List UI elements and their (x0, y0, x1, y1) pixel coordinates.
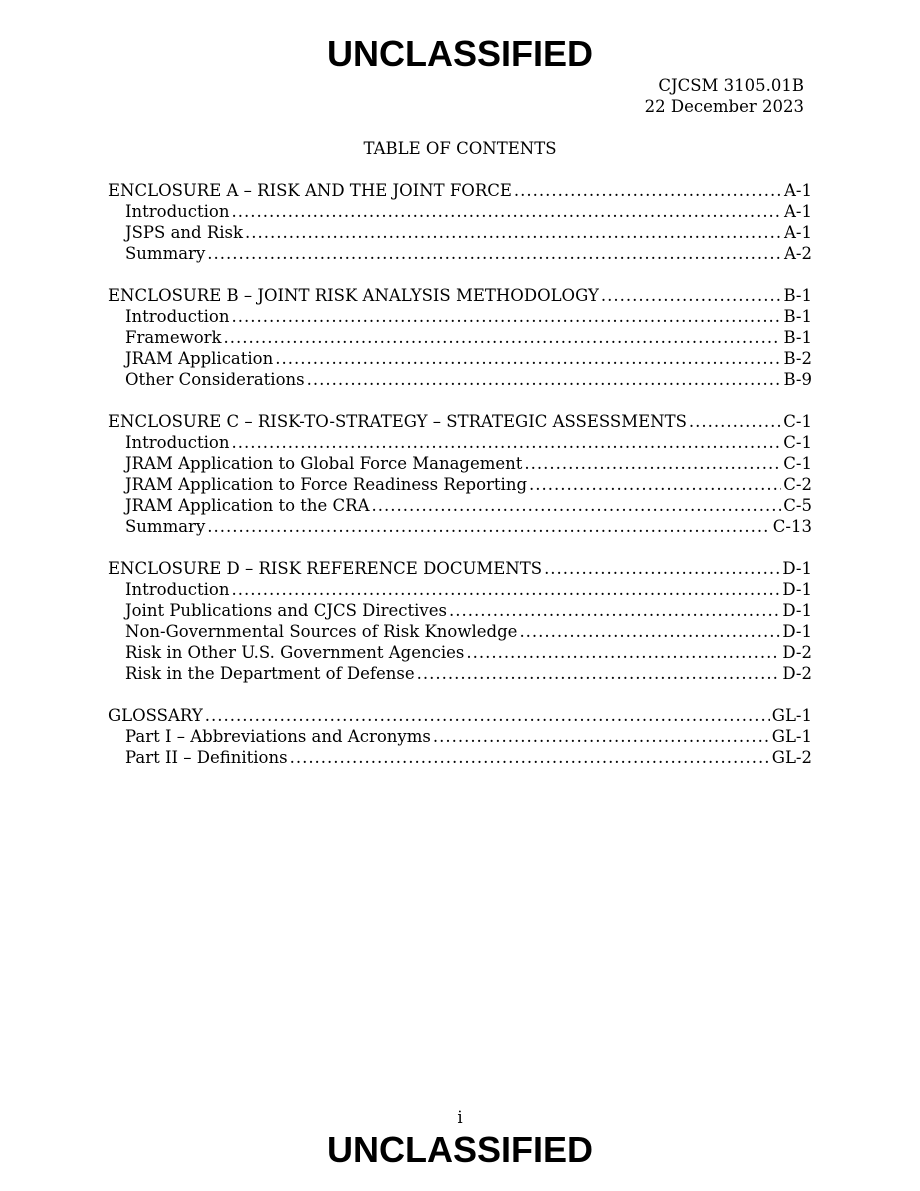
toc-entry-label: ENCLOSURE C – RISK-TO-STRATEGY – STRATEGIC ASSESSMENTS (108, 412, 687, 431)
toc-entry[interactable] (108, 726, 812, 747)
toc-entry-label: Other Considerations (125, 370, 305, 389)
dot-leader (524, 453, 781, 474)
toc-section (108, 180, 812, 264)
toc-entry-page: C-2 (783, 475, 812, 494)
toc-entry-page: C-1 (783, 412, 812, 431)
toc-entry-label: JSPS and Risk (125, 223, 244, 242)
dot-leader (372, 495, 782, 516)
toc-entry[interactable] (108, 579, 812, 600)
toc-entry-page: B-1 (783, 307, 812, 326)
toc-entry[interactable] (108, 306, 812, 327)
toc-entry-label: Joint Publications and CJCS Directives (125, 601, 447, 620)
toc-entry-page: B-2 (783, 349, 812, 368)
toc-entry[interactable] (108, 222, 812, 243)
toc-entry-page: B-1 (783, 286, 812, 305)
toc-entry-page: GL-2 (771, 748, 812, 767)
toc-entry-label: ENCLOSURE A – RISK AND THE JOINT FORCE (108, 181, 512, 200)
toc-section (108, 411, 812, 537)
toc-entry-page: D-2 (782, 643, 812, 662)
toc-entry-label: JRAM Application (125, 349, 274, 368)
toc-section (108, 705, 812, 768)
toc-entry-page: A-2 (784, 244, 812, 263)
toc-section-heading[interactable] (108, 180, 812, 201)
document-identifier (645, 75, 804, 117)
toc-entry-label: ENCLOSURE B – JOINT RISK ANALYSIS METHODOLOGY (108, 286, 599, 305)
toc-entry-label: Introduction (125, 580, 230, 599)
toc-entry-label: Introduction (125, 307, 230, 326)
toc-section-heading[interactable] (108, 411, 812, 432)
dot-leader (290, 747, 770, 768)
toc-entry-page: B-1 (783, 328, 812, 347)
toc-entry[interactable] (108, 747, 812, 768)
dot-leader (519, 621, 780, 642)
toc-section-heading[interactable] (108, 285, 812, 306)
dot-leader (433, 726, 770, 747)
toc-title: TABLE OF CONTENTS (363, 139, 557, 158)
dot-leader (232, 579, 781, 600)
toc-entry[interactable] (108, 474, 812, 495)
document-number: CJCSM 3105.01B (658, 76, 804, 95)
dot-leader (466, 642, 780, 663)
dot-leader (275, 348, 781, 369)
toc-entry-label: JRAM Application to Force Readiness Reporting (125, 475, 528, 494)
toc-section (108, 558, 812, 684)
toc-entry-label: Introduction (125, 433, 230, 452)
dot-leader (514, 180, 782, 201)
toc-entry-page: C-5 (783, 496, 812, 515)
toc-entry[interactable] (108, 453, 812, 474)
toc-entry[interactable] (108, 243, 812, 264)
toc-entry-page: D-1 (782, 601, 812, 620)
toc-entry-page: D-1 (782, 580, 812, 599)
dot-leader (307, 369, 782, 390)
toc-entry[interactable] (108, 663, 812, 684)
dot-leader (417, 663, 781, 684)
toc-entry-label: Summary (125, 244, 206, 263)
toc-entry-page: C-1 (783, 433, 812, 452)
toc-entry-label: Risk in the Department of Defense (125, 664, 415, 683)
toc-section-heading[interactable] (108, 558, 812, 579)
toc-entry-label: Part I – Abbreviations and Acronyms (125, 727, 431, 746)
toc-entry-page: D-1 (782, 622, 812, 641)
dot-leader (224, 327, 782, 348)
classification-banner-top: UNCLASSIFIED (326, 33, 593, 74)
toc-entry-label: Introduction (125, 202, 230, 221)
toc-entry-label: ENCLOSURE D – RISK REFERENCE DOCUMENTS (108, 559, 543, 578)
toc-entry[interactable] (108, 432, 812, 453)
dot-leader (601, 285, 782, 306)
toc-entry-label: Framework (125, 328, 222, 347)
toc-entry-label: GLOSSARY (108, 706, 203, 725)
toc-entry-page: C-13 (772, 517, 812, 536)
dot-leader (232, 201, 783, 222)
dot-leader (232, 432, 782, 453)
table-of-contents (108, 180, 812, 789)
toc-entry-label: Part II – Definitions (125, 748, 288, 767)
dot-leader (544, 558, 780, 579)
toc-entry-page: C-1 (783, 454, 812, 473)
toc-entry-page: D-1 (782, 559, 812, 578)
toc-entry-label: JRAM Application to Global Force Management (125, 454, 523, 473)
toc-entry[interactable] (108, 369, 812, 390)
toc-entry[interactable] (108, 348, 812, 369)
toc-entry-label: Risk in Other U.S. Government Agencies (125, 643, 465, 662)
dot-leader (689, 411, 781, 432)
toc-entry[interactable] (108, 642, 812, 663)
dot-leader (449, 600, 780, 621)
dot-leader (245, 222, 782, 243)
dot-leader (207, 243, 782, 264)
toc-section-heading[interactable] (108, 705, 812, 726)
toc-entry[interactable] (108, 201, 812, 222)
toc-entry-page: GL-1 (771, 706, 812, 725)
dot-leader (232, 306, 782, 327)
toc-entry[interactable] (108, 327, 812, 348)
toc-entry-label: JRAM Application to the CRA (125, 496, 370, 515)
toc-entry-page: A-1 (784, 223, 812, 242)
dot-leader (205, 705, 770, 726)
dot-leader (529, 474, 781, 495)
document-date: 22 December 2023 (644, 97, 804, 116)
toc-section (108, 285, 812, 390)
toc-entry[interactable] (108, 516, 812, 537)
toc-entry-label: Summary (125, 517, 206, 536)
toc-entry-page: D-2 (782, 664, 812, 683)
toc-entry-label: Non-Governmental Sources of Risk Knowledge (125, 622, 518, 641)
toc-entry-page: B-9 (783, 370, 812, 389)
toc-entry-page: A-1 (784, 202, 812, 221)
toc-entry[interactable] (108, 621, 812, 642)
dot-leader (207, 516, 771, 537)
toc-entry-page: A-1 (784, 181, 812, 200)
classification-banner-bottom: UNCLASSIFIED (326, 1129, 593, 1170)
toc-entry-page: GL-1 (771, 727, 812, 746)
page-number: i (457, 1108, 463, 1127)
toc-entry[interactable] (108, 495, 812, 516)
toc-entry[interactable] (108, 600, 812, 621)
